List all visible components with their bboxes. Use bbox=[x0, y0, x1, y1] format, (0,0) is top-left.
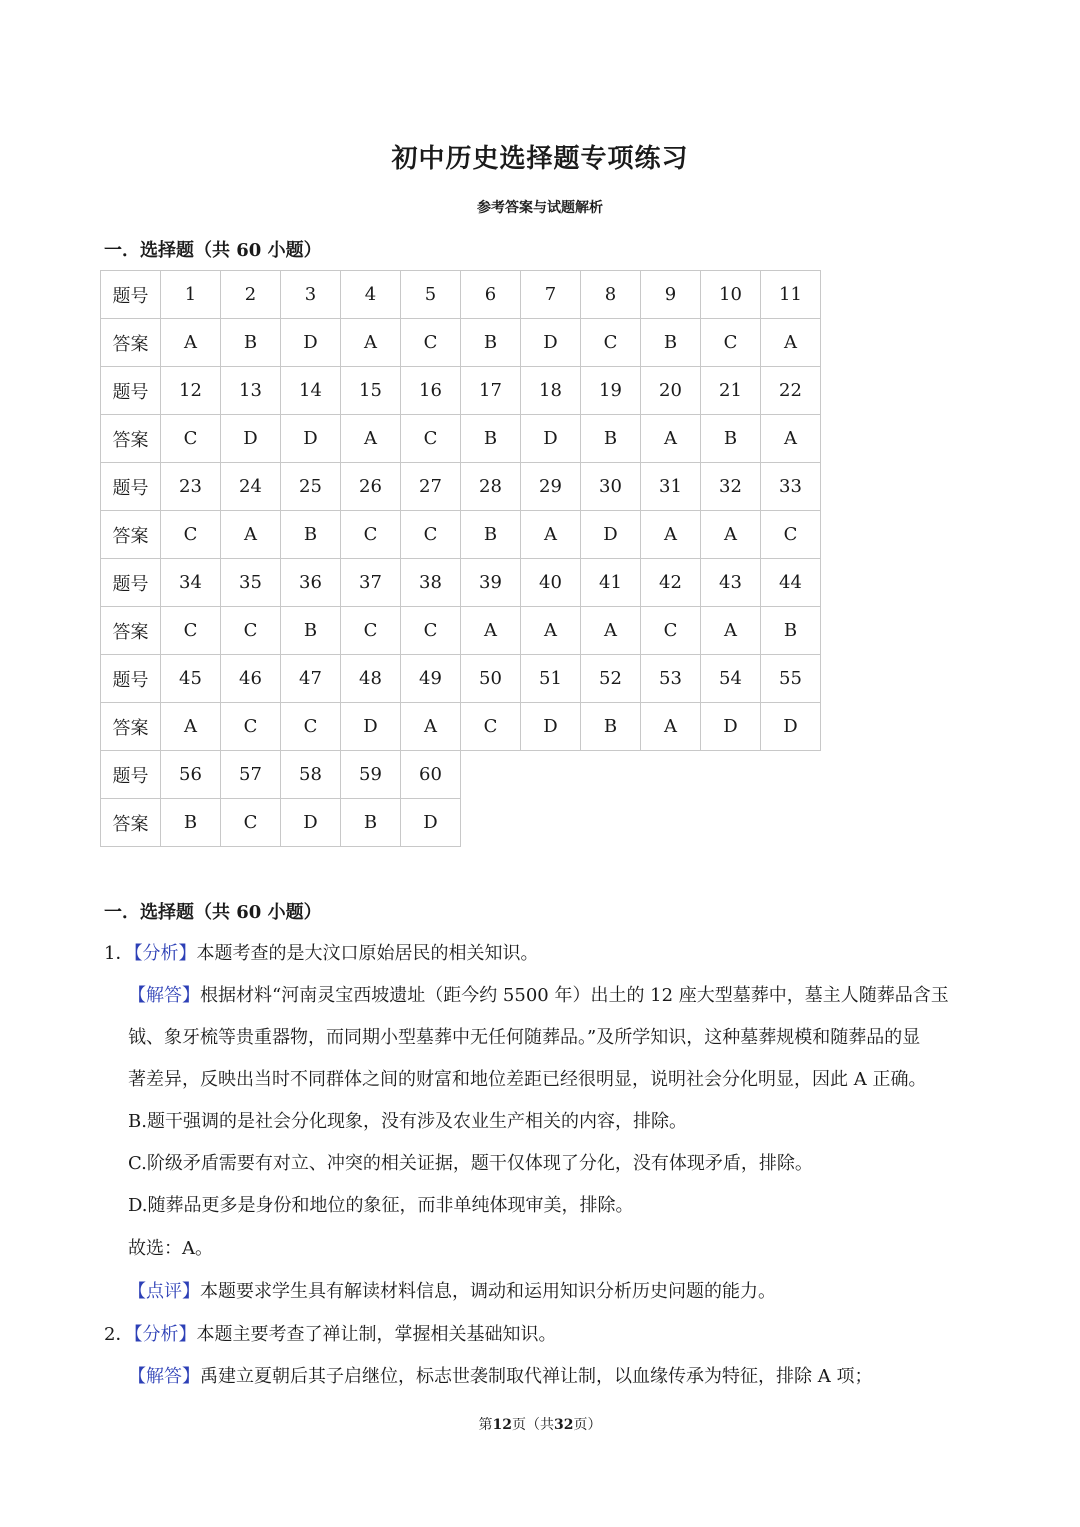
table-row-answer bbox=[101, 319, 821, 367]
q1-answer-line-1 bbox=[128, 975, 949, 1017]
empty-cell bbox=[581, 799, 641, 847]
question-number-cell: 47 bbox=[281, 655, 341, 703]
answer-cell: C bbox=[761, 511, 821, 559]
q2-analysis bbox=[104, 1314, 556, 1356]
answer-cell: B bbox=[701, 415, 761, 463]
q1-analysis bbox=[104, 933, 538, 975]
question-number-cell: 42 bbox=[641, 559, 701, 607]
answer-cell: A bbox=[341, 319, 401, 367]
answer-cell: A bbox=[461, 607, 521, 655]
answer-cell: C bbox=[401, 415, 461, 463]
question-number-cell: 55 bbox=[761, 655, 821, 703]
answer-cell: C bbox=[281, 703, 341, 751]
table-row-answer bbox=[101, 415, 821, 463]
answer-cell: C bbox=[401, 319, 461, 367]
table-row-number bbox=[101, 655, 821, 703]
question-number-cell: 22 bbox=[761, 367, 821, 415]
q1-option-d: D.随葬品更多是身份和地位的象征，而非单纯体现审美，排除。 bbox=[128, 1195, 634, 1216]
answer-cell: B bbox=[641, 319, 701, 367]
question-number-cell: 38 bbox=[401, 559, 461, 607]
table-row-answer bbox=[101, 799, 821, 847]
answer-cell: B bbox=[461, 319, 521, 367]
answer-cell: C bbox=[341, 607, 401, 655]
question-number-cell: 48 bbox=[341, 655, 401, 703]
answer-cell: D bbox=[341, 703, 401, 751]
table-row-number bbox=[101, 751, 821, 799]
question-number-cell: 32 bbox=[701, 463, 761, 511]
empty-cell bbox=[701, 751, 761, 799]
empty-cell bbox=[581, 751, 641, 799]
answer-cell: D bbox=[401, 799, 461, 847]
empty-cell bbox=[761, 751, 821, 799]
question-number-cell: 21 bbox=[701, 367, 761, 415]
q2-analysis-tag: 【分析】 bbox=[133, 1324, 197, 1345]
answer-cell: A bbox=[761, 415, 821, 463]
section-heading-analysis: 一．选择题（共 60 小题） bbox=[104, 902, 322, 923]
question-number-cell: 7 bbox=[521, 271, 581, 319]
row-label-answer: 答案 bbox=[101, 799, 161, 847]
question-number-cell: 6 bbox=[461, 271, 521, 319]
question-number-cell: 12 bbox=[161, 367, 221, 415]
question-number-cell: 15 bbox=[341, 367, 401, 415]
answer-cell: D bbox=[761, 703, 821, 751]
q1-option-b: B.题干强调的是社会分化现象，没有涉及农业生产相关的内容，排除。 bbox=[128, 1111, 687, 1132]
empty-cell bbox=[461, 799, 521, 847]
row-label-answer: 答案 bbox=[101, 607, 161, 655]
row-label-answer: 答案 bbox=[101, 319, 161, 367]
question-number-cell: 2 bbox=[221, 271, 281, 319]
question-number-cell: 46 bbox=[221, 655, 281, 703]
answer-cell: C bbox=[221, 799, 281, 847]
row-label-number: 题号 bbox=[101, 367, 161, 415]
row-label-answer: 答案 bbox=[101, 415, 161, 463]
answer-cell: D bbox=[521, 319, 581, 367]
question-number-cell: 28 bbox=[461, 463, 521, 511]
table-row-number bbox=[101, 367, 821, 415]
question-number-cell: 20 bbox=[641, 367, 701, 415]
row-label-number: 题号 bbox=[101, 751, 161, 799]
question-number-cell: 49 bbox=[401, 655, 461, 703]
question-number-cell: 52 bbox=[581, 655, 641, 703]
answer-cell: C bbox=[401, 607, 461, 655]
row-label-number: 题号 bbox=[101, 271, 161, 319]
table-row-number bbox=[101, 271, 821, 319]
question-number-cell: 10 bbox=[701, 271, 761, 319]
q2-analysis-text: 本题主要考查了禅让制，掌握相关基础知识。 bbox=[196, 1324, 557, 1345]
document-subtitle: 参考答案与试题解析 bbox=[477, 200, 603, 216]
question-number-cell: 19 bbox=[581, 367, 641, 415]
answer-cell: C bbox=[461, 703, 521, 751]
question-number-cell: 53 bbox=[641, 655, 701, 703]
answer-cell: D bbox=[581, 511, 641, 559]
q2-answer-text-1: 禹建立夏朝后其子启继位，标志世袭制取代禅让制，以血缘传承为特征，排除 A 项； bbox=[200, 1366, 873, 1387]
answer-cell: C bbox=[341, 511, 401, 559]
answer-cell: B bbox=[221, 319, 281, 367]
answer-cell: D bbox=[701, 703, 761, 751]
answer-cell: A bbox=[521, 607, 581, 655]
question-number-cell: 8 bbox=[581, 271, 641, 319]
answer-cell: A bbox=[761, 319, 821, 367]
question-number-cell: 60 bbox=[401, 751, 461, 799]
answer-cell: A bbox=[161, 319, 221, 367]
answer-cell: B bbox=[461, 415, 521, 463]
question-number-cell: 45 bbox=[161, 655, 221, 703]
answer-cell: C bbox=[161, 511, 221, 559]
footer-mid: 页（共 bbox=[512, 1417, 554, 1433]
table-row-number bbox=[101, 559, 821, 607]
q1-answer-line-3: 著差异，反映出当时不同群体之间的财富和地位差距已经很明显，说明社会分化明显，因此 A 正确。 bbox=[128, 1069, 927, 1090]
answer-cell: B bbox=[161, 799, 221, 847]
answer-cell: C bbox=[221, 703, 281, 751]
q1-option-c: C.阶级矛盾需要有对立、冲突的相关证据，题干仅体现了分化，没有体现矛盾，排除。 bbox=[128, 1153, 813, 1174]
q2-answer-tag: 【解答】 bbox=[128, 1366, 200, 1387]
empty-cell bbox=[701, 799, 761, 847]
q1-comment-text: 本题要求学生具有解读材料信息，调动和运用知识分析历史问题的能力。 bbox=[200, 1281, 776, 1302]
question-number-cell: 50 bbox=[461, 655, 521, 703]
question-number-cell: 33 bbox=[761, 463, 821, 511]
answer-cell: C bbox=[401, 511, 461, 559]
question-number-cell: 34 bbox=[161, 559, 221, 607]
q1-choice: 故选：A。 bbox=[128, 1238, 213, 1259]
q1-answer-line-2: 钺、象牙梳等贵重器物，而同期小型墓葬中无任何随葬品。”及所学知识，这种墓葬规模和随葬品的显 bbox=[128, 1027, 921, 1048]
document-title: 初中历史选择题专项练习 bbox=[391, 144, 689, 174]
answer-cell: C bbox=[161, 607, 221, 655]
q1-comment-tag: 【点评】 bbox=[128, 1281, 200, 1302]
footer-page-number: 12 bbox=[492, 1417, 512, 1433]
answer-cell: A bbox=[641, 511, 701, 559]
question-number-cell: 39 bbox=[461, 559, 521, 607]
question-number-cell: 25 bbox=[281, 463, 341, 511]
row-label-answer: 答案 bbox=[101, 511, 161, 559]
answer-cell: A bbox=[701, 607, 761, 655]
question-number-cell: 9 bbox=[641, 271, 701, 319]
answer-cell: B bbox=[581, 703, 641, 751]
empty-cell bbox=[761, 799, 821, 847]
question-number-cell: 35 bbox=[221, 559, 281, 607]
q1-answer-text-1: 根据材料“河南灵宝西坡遗址（距今约 5500 年）出土的 12 座大型墓葬中，墓主人随葬品含玉 bbox=[200, 985, 949, 1006]
question-number-cell: 40 bbox=[521, 559, 581, 607]
question-number-cell: 51 bbox=[521, 655, 581, 703]
question-number-cell: 18 bbox=[521, 367, 581, 415]
answer-cell: A bbox=[701, 511, 761, 559]
answer-cell: A bbox=[581, 607, 641, 655]
answer-cell: A bbox=[521, 511, 581, 559]
question-number-cell: 1 bbox=[161, 271, 221, 319]
question-number-cell: 3 bbox=[281, 271, 341, 319]
row-label-number: 题号 bbox=[101, 559, 161, 607]
answer-cell: D bbox=[281, 799, 341, 847]
q1-number: 1． bbox=[104, 943, 134, 964]
answer-cell: D bbox=[221, 415, 281, 463]
answer-cell: B bbox=[761, 607, 821, 655]
footer-suffix: 页） bbox=[573, 1417, 602, 1433]
question-number-cell: 54 bbox=[701, 655, 761, 703]
section-heading-table: 一．选择题（共 60 小题） bbox=[104, 240, 322, 261]
answer-cell: B bbox=[281, 607, 341, 655]
question-number-cell: 30 bbox=[581, 463, 641, 511]
answer-cell: D bbox=[281, 319, 341, 367]
answer-cell: C bbox=[701, 319, 761, 367]
page-footer bbox=[0, 1414, 1080, 1434]
answer-cell: A bbox=[221, 511, 281, 559]
row-label-number: 题号 bbox=[101, 463, 161, 511]
question-number-cell: 4 bbox=[341, 271, 401, 319]
empty-cell bbox=[521, 799, 581, 847]
question-number-cell: 24 bbox=[221, 463, 281, 511]
answer-cell: B bbox=[281, 511, 341, 559]
question-number-cell: 17 bbox=[461, 367, 521, 415]
answer-cell: C bbox=[221, 607, 281, 655]
question-number-cell: 43 bbox=[701, 559, 761, 607]
q1-comment bbox=[128, 1271, 776, 1313]
question-number-cell: 27 bbox=[401, 463, 461, 511]
answer-cell: C bbox=[161, 415, 221, 463]
empty-cell bbox=[461, 751, 521, 799]
q2-answer-line-1 bbox=[128, 1356, 872, 1398]
question-number-cell: 26 bbox=[341, 463, 401, 511]
row-label-number: 题号 bbox=[101, 655, 161, 703]
row-label-answer: 答案 bbox=[101, 703, 161, 751]
q1-analysis-tag: 【分析】 bbox=[133, 943, 197, 964]
footer-total-pages: 32 bbox=[554, 1417, 574, 1433]
footer-prefix: 第 bbox=[478, 1417, 493, 1433]
question-number-cell: 37 bbox=[341, 559, 401, 607]
question-number-cell: 57 bbox=[221, 751, 281, 799]
q1-analysis-text: 本题考查的是大汶口原始居民的相关知识。 bbox=[196, 943, 539, 964]
answer-cell: C bbox=[581, 319, 641, 367]
answer-cell: D bbox=[521, 415, 581, 463]
answer-cell: A bbox=[641, 703, 701, 751]
table-row-answer bbox=[101, 607, 821, 655]
question-number-cell: 11 bbox=[761, 271, 821, 319]
question-number-cell: 58 bbox=[281, 751, 341, 799]
answer-table bbox=[100, 270, 821, 847]
question-number-cell: 36 bbox=[281, 559, 341, 607]
empty-cell bbox=[641, 799, 701, 847]
question-number-cell: 16 bbox=[401, 367, 461, 415]
answer-cell: C bbox=[641, 607, 701, 655]
question-number-cell: 31 bbox=[641, 463, 701, 511]
answer-cell: A bbox=[161, 703, 221, 751]
answer-cell: A bbox=[401, 703, 461, 751]
answer-cell: B bbox=[461, 511, 521, 559]
question-number-cell: 29 bbox=[521, 463, 581, 511]
q2-number: 2． bbox=[104, 1324, 134, 1345]
question-number-cell: 23 bbox=[161, 463, 221, 511]
empty-cell bbox=[521, 751, 581, 799]
answer-cell: B bbox=[341, 799, 401, 847]
question-number-cell: 41 bbox=[581, 559, 641, 607]
empty-cell bbox=[641, 751, 701, 799]
answer-cell: A bbox=[641, 415, 701, 463]
question-number-cell: 59 bbox=[341, 751, 401, 799]
answer-cell: B bbox=[581, 415, 641, 463]
table-row-answer bbox=[101, 511, 821, 559]
table-row-number bbox=[101, 463, 821, 511]
question-number-cell: 44 bbox=[761, 559, 821, 607]
q1-answer-tag: 【解答】 bbox=[128, 985, 200, 1006]
question-number-cell: 14 bbox=[281, 367, 341, 415]
question-number-cell: 5 bbox=[401, 271, 461, 319]
answer-cell: D bbox=[521, 703, 581, 751]
question-number-cell: 13 bbox=[221, 367, 281, 415]
table-row-answer bbox=[101, 703, 821, 751]
answer-cell: D bbox=[281, 415, 341, 463]
answer-cell: A bbox=[341, 415, 401, 463]
question-number-cell: 56 bbox=[161, 751, 221, 799]
